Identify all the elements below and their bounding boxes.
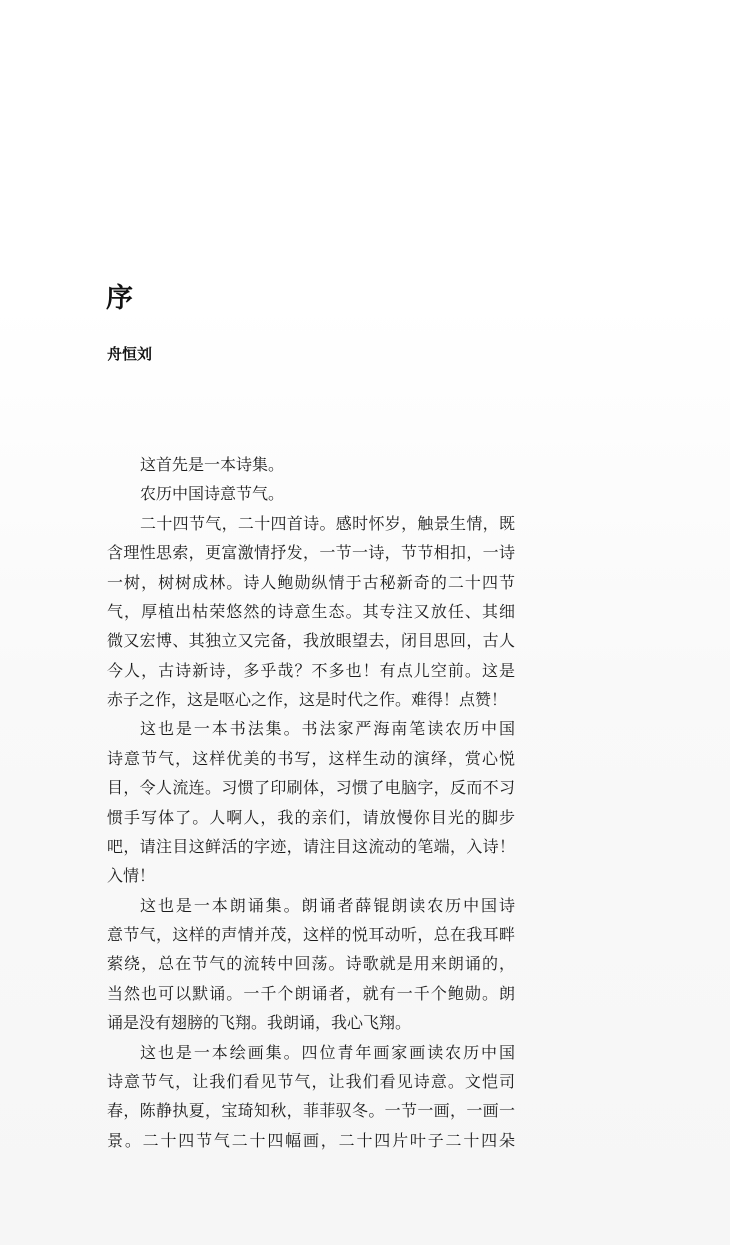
text-line: 春，陈静执夏，宝琦知秋，菲菲驭冬。一节一画，一画一 — [107, 1101, 515, 1121]
text-line: 含理性思索，更富激情抒发，一节一诗，节节相扣，一诗 — [107, 543, 515, 563]
text-line: 微又宏博、其独立又完备，我放眼望去，闭目思回，古人 — [107, 631, 515, 651]
text-line: 当然也可以默诵。一千个朗诵者，就有一千个鲍勋。朗 — [107, 983, 515, 1003]
text-line: 诵是没有翅膀的飞翔。我朗诵，我心飞翔。 — [107, 1013, 412, 1033]
text-line: 惯手写体了。人啊人，我的亲们，请放慢你目光的脚步 — [107, 807, 515, 827]
body-text — [107, 450, 515, 1155]
text-line: 入情！ — [107, 866, 156, 886]
text-line: 诗意节气，让我们看见节气，让我们看见诗意。文恺司 — [107, 1071, 515, 1091]
text-line: 二十四节气，二十四首诗。感时怀岁，触景生情，既 — [140, 513, 515, 533]
text-line: 吧，请注目这鲜活的字迹，请注目这流动的笔端，入诗！ — [107, 836, 515, 856]
text-line: 一树，树树成林。诗人鲍勋纵情于古秘新奇的二十四节 — [107, 572, 515, 592]
text-line: 目，令人流连。习惯了印刷体，习惯了电脑字，反而不习 — [107, 778, 515, 798]
page-title: 序 — [106, 283, 133, 314]
text-line: 这也是一本绘画集。四位青年画家画读农历中国 — [140, 1042, 515, 1062]
text-line: 这也是一本朗诵集。朗诵者薛锟朗读农历中国诗 — [140, 895, 515, 915]
text-line: 这也是一本书法集。书法家严海南笔读农历中国 — [140, 719, 515, 739]
text-line: 今人，古诗新诗，多乎哉？不多也！有点儿空前。这是 — [107, 660, 515, 680]
text-line: 萦绕，总在节气的流转中回荡。诗歌就是用来朗诵的， — [107, 954, 515, 974]
text-line: 景。二十四节气二十四幅画，二十四片叶子二十四朵 — [107, 1130, 515, 1150]
text-line: 诗意节气，这样优美的书写，这样生动的演绎，赏心悦 — [107, 748, 515, 768]
text-line: 气，厚植出枯荣悠然的诗意生态。其专注又放任、其细 — [107, 601, 515, 621]
text-line: 赤子之作，这是呕心之作，这是时代之作。难得！点赞！ — [107, 690, 508, 709]
text-line: 意节气，这样的声情并茂，这样的悦耳动听，总在我耳畔 — [107, 925, 515, 944]
text-line: 这首先是一本诗集。 — [140, 455, 285, 474]
text-line: 农历中国诗意节气。 — [140, 484, 285, 504]
author-name: 舟恒刘 — [107, 345, 153, 363]
